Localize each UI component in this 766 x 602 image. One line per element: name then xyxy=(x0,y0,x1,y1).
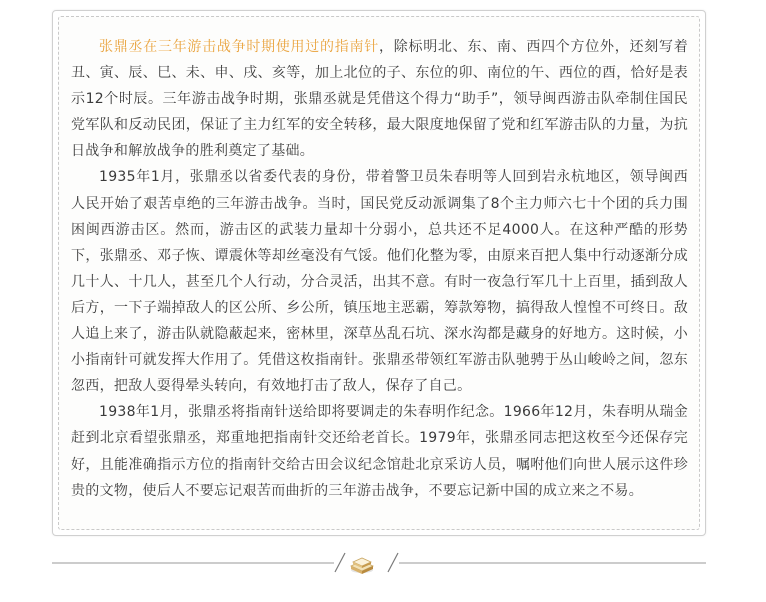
article-inner-frame xyxy=(58,16,700,530)
paragraph-3: 1938年1月，张鼎丞将指南针送给即将要调走的朱春明作纪念。1966年12月，朱春明从瑞金赶到北京看望张鼎丞，郑重地把指南针交还给老首长。1979年，张鼎丞同志把这枚至今还保存完好，且能准确指示方位的指南针交给古田会议纪念馆赴北京采访人员，嘱咐他们向世人展示这件珍贵的文物，使后人不要忘记艰苦而曲折的三年游击战争，不要忘记新中国的成立来之不易。 xyxy=(71,404,688,499)
paragraph-1 xyxy=(71,34,688,164)
footer-divider xyxy=(52,548,706,578)
paragraph-1-text: ，除标明北、东、南、西四个方位外，还刻写着丑、寅、辰、巳、未、申、戌、亥等，加上北位的子、东位的卯、南位的午、西位的酉，恰好是表示12个时辰。三年游击战争时期，张鼎丞就是凭借这个得力“助手”，领导闽西游击队牵制住国民党军队和反动民团，保证了主力红军的安全转移，最大限度地保留了党和红军游击队的力量，为抗日战争和解放战争的胜利奠定了基础。 xyxy=(71,39,688,160)
divider-left-slash xyxy=(335,553,345,572)
article-body xyxy=(71,34,688,504)
book-stack-icon xyxy=(351,558,373,574)
divider-right-slash xyxy=(388,553,398,572)
divider-graphic xyxy=(52,548,706,578)
article-card xyxy=(52,10,706,536)
highlight-phrase: 张鼎丞在三年游击战争时期使用过的指南针 xyxy=(99,39,379,55)
paragraph-2: 1935年1月，张鼎丞以省委代表的身份，带着警卫员朱春明等人回到岩永杭地区，领导闽西人民开始了艰苦卓绝的三年游击战争。当时，国民党反动派调集了8个主力师六七十个团的兵力围困闽西游击区。然而，游击区的武装力量却十分弱小，总共还不足4000人。在这种严酷的形势下，张鼎丞、邓子恢、谭震休等却丝毫没有气馁。他们化整为零，由原来百把人集中行动逐渐分成几十人、十几人，甚至几个人行动，分合灵活，出其不意。有时一夜急行军几十上百里，插到敌人后方，一下子端掉敌人的区公所、乡公所，镇压地主恶霸，筹款筹物，搞得敌人惶惶不可终日。敌人追上来了，游击队就隐蔽起来，密林里，深草丛乱石坑、深水沟都是藏身的好地方。这时候，小小指南针可就发挥大作用了。凭借这枚指南针。张鼎丞带领红军游击队驰骋于丛山峻岭之间，忽东忽西，把敌人耍得晕头转向，有效地打击了敌人，保存了自己。 xyxy=(71,169,688,395)
